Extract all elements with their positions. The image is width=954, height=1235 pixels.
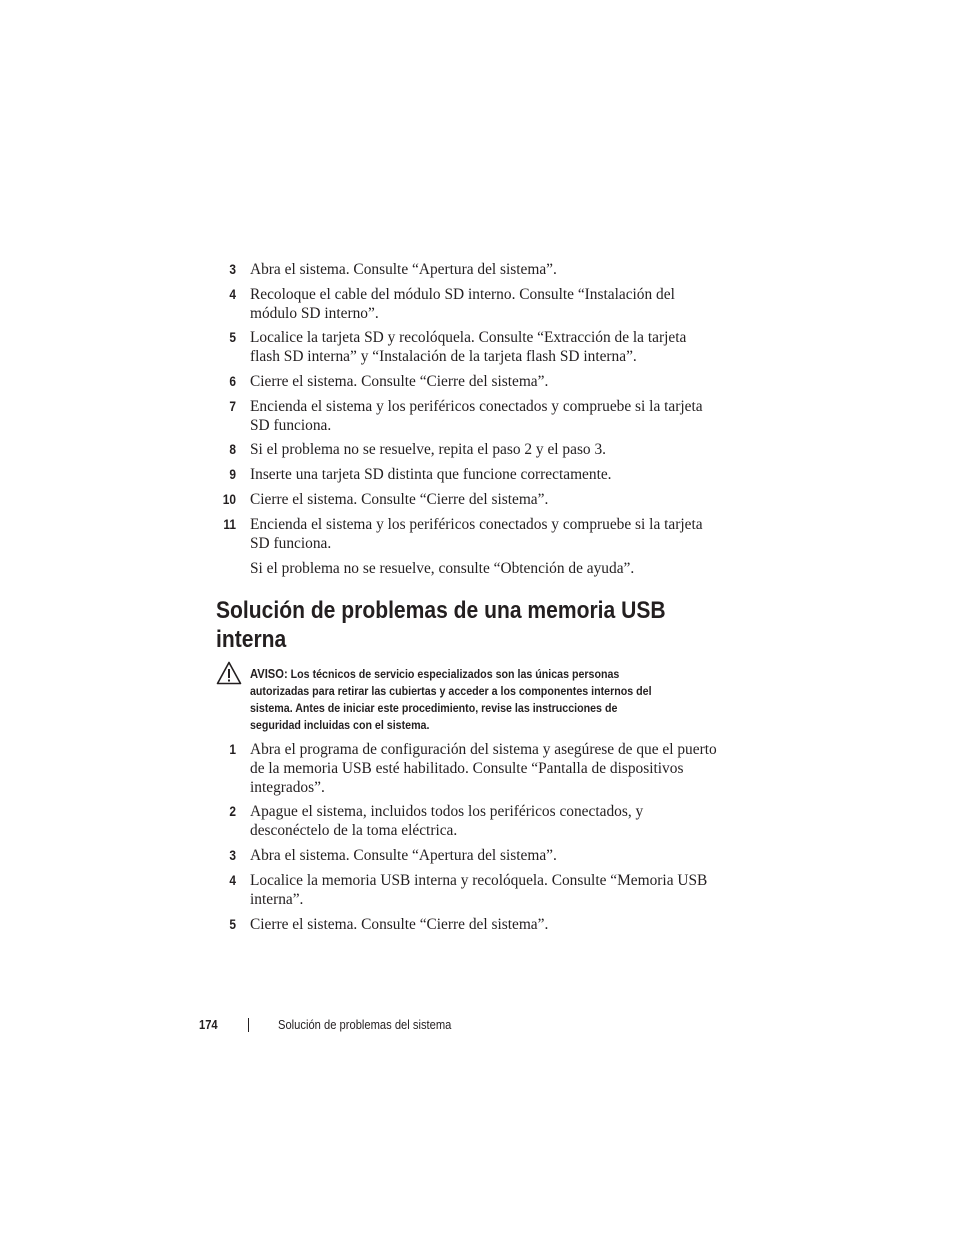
warning-label: AVISO:: [250, 666, 288, 681]
warning-text: seguridad incluidas con el sistema.: [250, 718, 430, 732]
step-text: Si el problema no se resuelve, repita el paso 2 y el paso 3.: [250, 441, 607, 458]
step-number: 4: [229, 286, 236, 302]
step-number: 11: [223, 516, 236, 532]
section-heading-line: interna: [216, 626, 287, 653]
step-text: Abra el sistema. Consulte “Apertura del sistema”.: [250, 847, 557, 864]
page-number: 174: [199, 1017, 218, 1032]
step-text: Abra el sistema. Consulte “Apertura del sistema”.: [250, 261, 557, 278]
step-number: 7: [229, 398, 236, 414]
warning-text: sistema. Antes de iniciar este procedimiento, revise las instrucciones de: [250, 701, 618, 715]
step-number: 5: [229, 329, 236, 345]
step-text: Cierre el sistema. Consulte “Cierre del sistema”.: [250, 491, 549, 508]
step-text: Cierre el sistema. Consulte “Cierre del sistema”.: [250, 916, 549, 933]
section-heading: [216, 596, 666, 654]
section-heading-line: Solución de problemas de una memoria USB: [216, 597, 666, 624]
step-number: 8: [229, 441, 236, 457]
step-number: 6: [229, 373, 236, 389]
step-text: Encienda el sistema y los periféricos conectados y compruebe si la tarjeta SD funciona.: [250, 516, 703, 552]
warning-text: Los técnicos de servicio especializados son las únicas personas: [290, 667, 620, 681]
step-text: Inserte una tarjeta SD distinta que funcione correctamente.: [250, 466, 612, 483]
step-text: Encienda el sistema y los periféricos conectados y compruebe si la tarjeta SD funciona.: [250, 398, 703, 434]
step-number: 9: [229, 466, 236, 482]
step-number: 2: [229, 803, 236, 819]
step-text: Abra el programa de configuración del sistema y asegúrese de que el puerto de la memoria USB esté habilitado. Consulte “Pantalla de dispositivos integrados”.: [250, 741, 717, 796]
step-number: 3: [229, 261, 236, 277]
followup-note: Si el problema no se resuelve, consulte “Obtención de ayuda”.: [250, 560, 635, 577]
warning-triangle-icon: [216, 661, 242, 685]
step-text: Apague el sistema, incluidos todos los periféricos conectados, y desconéctelo de la toma eléctrica.: [250, 803, 644, 839]
warning-text: autorizadas para retirar las cubiertas y acceder a los componentes internos del: [250, 684, 652, 698]
step-number: 4: [229, 872, 236, 888]
step-text: Localice la memoria USB interna y recolóquela. Consulte “Memoria USB interna”.: [250, 872, 708, 908]
step-text: Localice la tarjeta SD y recolóquela. Consulte “Extracción de la tarjeta flash SD interna” y “Instalación de la tarjeta flash SD interna”.: [250, 329, 687, 365]
footer-section-title: Solución de problemas del sistema: [278, 1017, 452, 1032]
step-number: 5: [229, 916, 236, 932]
warning-notice: [250, 665, 652, 734]
footer-divider: [248, 1018, 249, 1032]
step-number: 3: [229, 847, 236, 863]
step-text: Recoloque el cable del módulo SD interno. Consulte “Instalación del módulo SD interno”.: [250, 286, 675, 322]
step-number: 10: [222, 491, 236, 507]
step-text: Cierre el sistema. Consulte “Cierre del sistema”.: [250, 373, 549, 390]
step-number: 1: [229, 741, 236, 757]
